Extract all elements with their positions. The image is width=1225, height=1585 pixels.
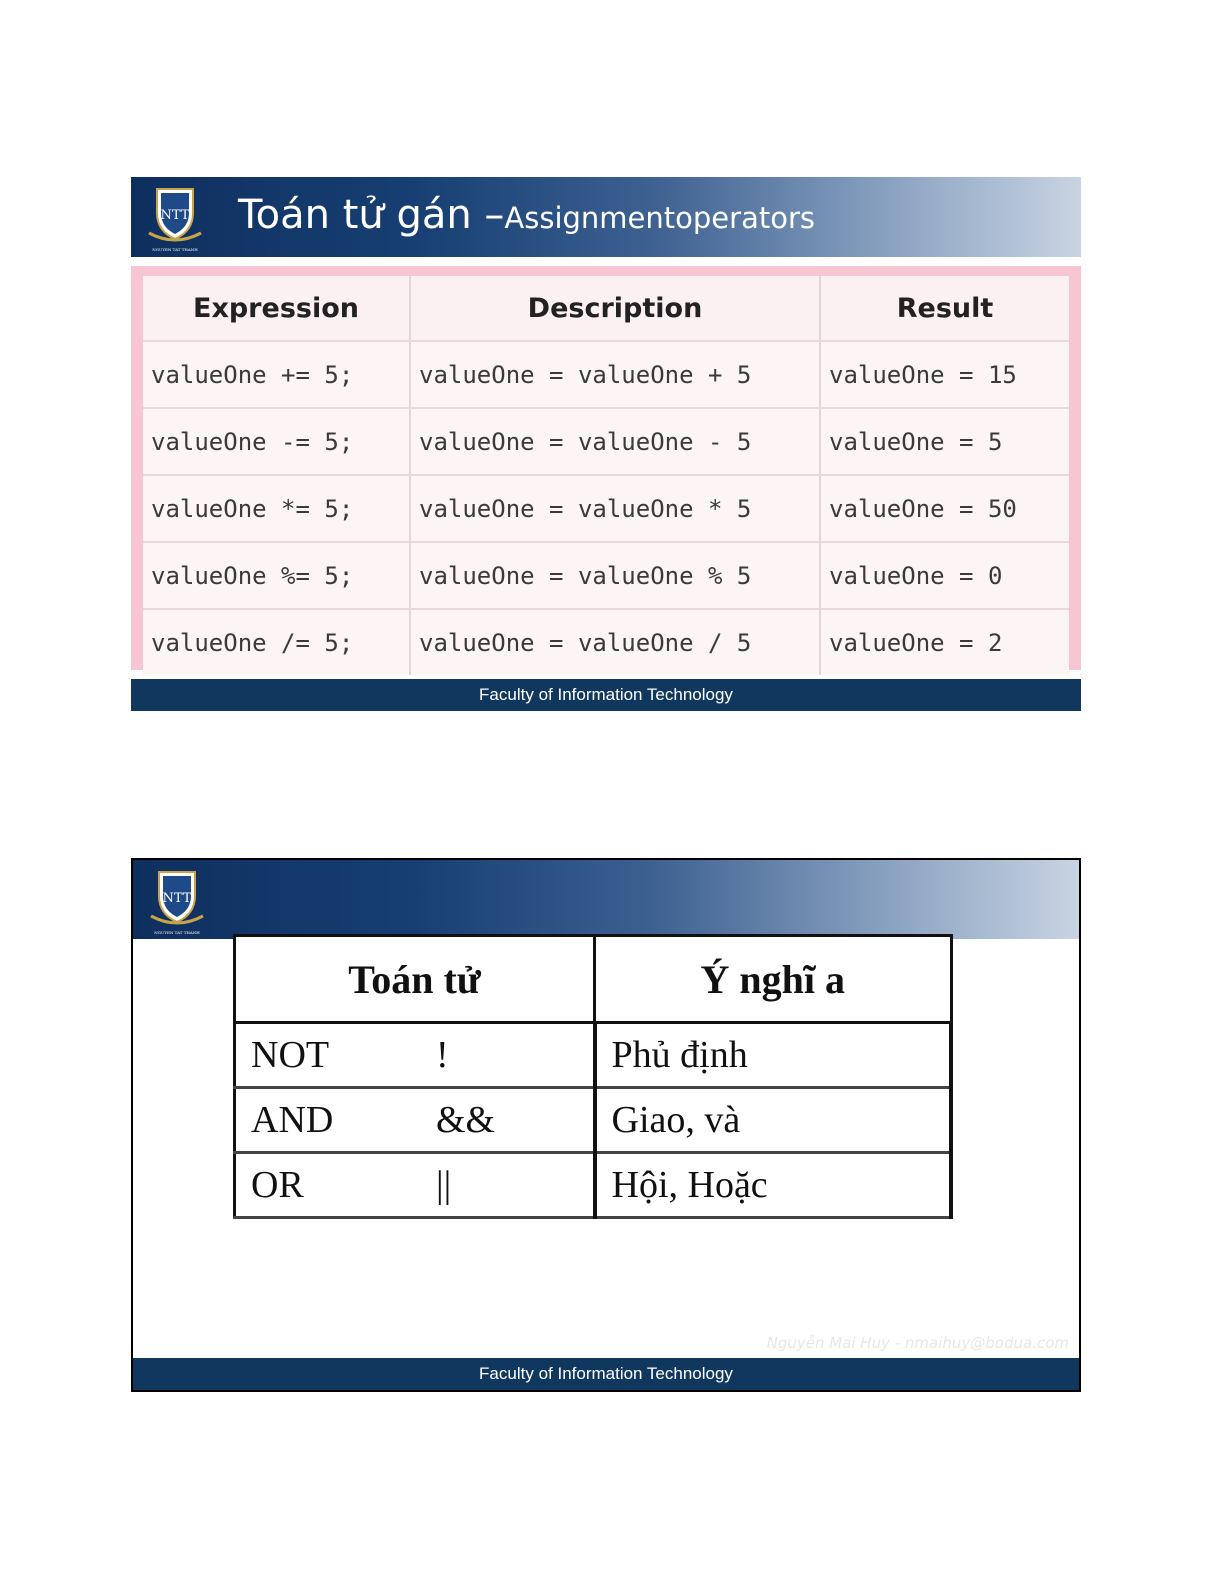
- cell-result: valueOne = 50: [821, 476, 1069, 543]
- table-row: [143, 409, 1069, 476]
- table-row: [143, 610, 1069, 675]
- svg-text:NTT: NTT: [162, 891, 192, 906]
- svg-text:NTT: NTT: [160, 208, 190, 223]
- cell-meaning: Giao, và: [595, 1088, 952, 1153]
- cell-expression: valueOne %= 5;: [143, 543, 411, 610]
- header-meaning: Ý nghĩ a: [595, 936, 952, 1023]
- slide-footer: Faculty of Information Technology: [131, 679, 1081, 711]
- header-expression: Expression: [143, 276, 411, 342]
- cell-expression: valueOne *= 5;: [143, 476, 411, 543]
- cell-expression: valueOne /= 5;: [143, 610, 411, 675]
- cell-result: valueOne = 2: [829, 628, 1003, 657]
- operator-symbol: !: [436, 1034, 449, 1076]
- table-row: [143, 543, 1069, 610]
- assignment-operators-table: [143, 276, 1069, 675]
- cell-operator: [235, 1023, 595, 1088]
- cell-operator: [235, 1153, 595, 1218]
- cell-meaning: Phủ định: [595, 1023, 952, 1088]
- operator-symbol: &&: [436, 1099, 496, 1141]
- cell-description: valueOne = valueOne % 5: [411, 543, 821, 610]
- slide-title: [238, 191, 815, 242]
- cell-result: valueOne = 15: [821, 342, 1069, 409]
- cell-result: valueOne = 5: [821, 409, 1069, 476]
- table-row: [143, 342, 1069, 409]
- university-logo-icon: [141, 866, 213, 936]
- table-row: [235, 1153, 952, 1218]
- cell-description: valueOne = valueOne + 5: [411, 342, 821, 409]
- header-result: Result: [821, 276, 1069, 342]
- slide-header: [133, 860, 1079, 939]
- operator-name: NOT: [251, 1034, 330, 1076]
- cell-operator: [235, 1088, 595, 1153]
- cell-result: valueOne = 0: [821, 543, 1069, 610]
- slide-logical-operators: [131, 858, 1081, 1392]
- cell-description: valueOne = valueOne - 5: [411, 409, 821, 476]
- header-description: Description: [411, 276, 821, 342]
- logical-operators-table: [233, 934, 953, 1219]
- cell-description: valueOne = valueOne / 5: [411, 610, 821, 675]
- slide-header: [131, 177, 1081, 257]
- cell-description: valueOne = valueOne * 5: [411, 476, 821, 543]
- operators-table-frame: [131, 266, 1081, 670]
- header-operator: Toán tử: [235, 936, 595, 1023]
- slide-assignment-operators: [131, 177, 1081, 711]
- operator-name: AND: [251, 1099, 334, 1141]
- table-row: [235, 1023, 952, 1088]
- university-logo-icon: [139, 183, 211, 253]
- operator-name: OR: [251, 1164, 304, 1206]
- watermark: Nguyễn Mai Huy - nmaihuy@bodua.com: [766, 1334, 1069, 1352]
- table-header-row: [235, 936, 952, 1023]
- operator-symbol: ||: [436, 1164, 452, 1206]
- title-sub: Assignmentoperators: [504, 201, 815, 235]
- svg-text:NGUYEN TAT THANH: NGUYEN TAT THANH: [152, 247, 198, 252]
- cell-meaning: Hội, Hoặc: [595, 1153, 952, 1218]
- title-main: Toán tử gán –: [238, 192, 505, 238]
- slide-footer: Faculty of Information Technology: [133, 1358, 1079, 1390]
- cell-expression: valueOne += 5;: [143, 342, 411, 409]
- table-row: [143, 476, 1069, 543]
- table-header-row: [143, 276, 1069, 342]
- svg-text:NGUYEN TAT THANH: NGUYEN TAT THANH: [154, 930, 200, 935]
- table-row: [235, 1088, 952, 1153]
- cell-expression: valueOne -= 5;: [143, 409, 411, 476]
